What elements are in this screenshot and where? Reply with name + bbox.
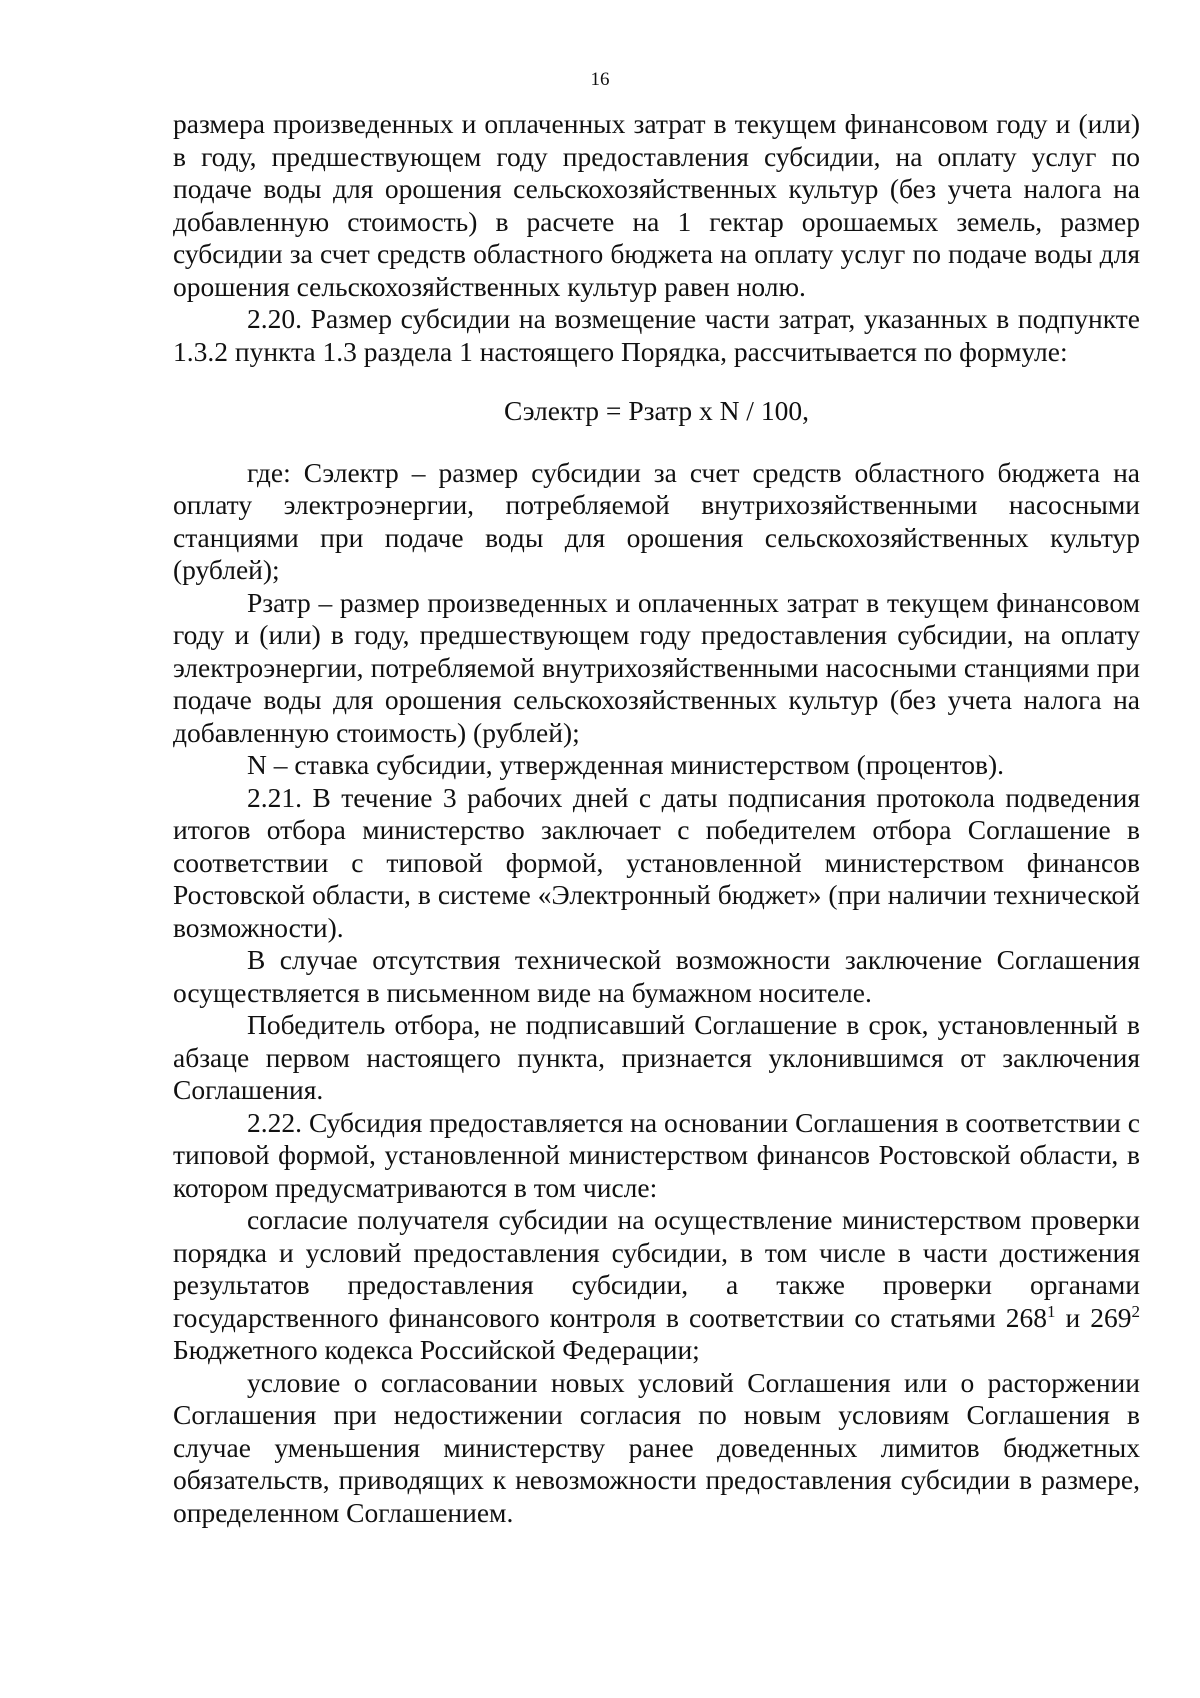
paragraph-2-22: 2.22. Субсидия предоставляется на основании Соглашения в соответствии с типовой формой, установленной министерством финансов Ростовской области, в котором предусматриваются в том числе: bbox=[173, 1106, 1140, 1203]
document-body bbox=[173, 108, 1140, 1529]
paragraph-2-20: 2.20. Размер субсидии на возмещение части затрат, указанных в подпункте 1.3.2 пункта 1.3 раздела 1 настоящего Порядка, рассчитывается по формуле: bbox=[173, 303, 1140, 367]
consent-text-c: Бюджетного кодекса Российской Федерации; bbox=[173, 1334, 700, 1365]
paragraph-continuation: размера произведенных и оплаченных затрат в текущем финансовом году и (или) в году, предшествующем году предоставления субсидии, на оплату услуг по подаче воды для орошения сельскохозяйственных культур (без учета налога на добавленную стоимость) в расчете на 1 гектар орошаемых земель, размер субсидии за счет средств областного бюджета на оплату услуг по подаче воды для орошения сельскохозяйственных культур равен нолю. bbox=[173, 108, 1140, 302]
superscript-1: 1 bbox=[1047, 1301, 1056, 1321]
paragraph-winner-not-signed: Победитель отбора, не подписавший Соглашение в срок, установленный в абзаце первом настоящего пункта, признается уклонившимся от заключения Соглашения. bbox=[173, 1009, 1140, 1105]
consent-text-a: согласие получателя субсидии на осуществление министерством проверки порядка и условий предоставления субсидии, в том числе в части достижения результатов предоставления субсидии, а также проверки органами государственного финансового контроля в соответствии со статьями 268 bbox=[173, 1204, 1140, 1333]
paragraph-2-21: 2.21. В течение 3 рабочих дней с даты подписания протокола подведения итогов отбора министерство заключает с победителем отбора Соглашение в соответствии с типовой формой, установленной министерством финансов Ростовской области, в системе «Электронный бюджет» (при наличии технической возможности). bbox=[173, 781, 1140, 943]
paragraph-formula-definition-n: N – ставка субсидии, утвержденная министерством (процентов). bbox=[247, 749, 1005, 780]
consent-text-b: и 269 bbox=[1055, 1301, 1132, 1333]
paragraph-no-technical-possibility: В случае отсутствия технической возможности заключение Соглашения осуществляется в письменном виде на бумажном носителе. bbox=[173, 944, 1140, 1008]
paragraph-recipient-consent bbox=[173, 1204, 1140, 1367]
paragraph-formula-definition-rzatr: Рзатр – размер произведенных и оплаченных затрат в текущем финансовом году и (или) в году, предшествующем году предоставления субсидии, на оплату электроэнергии, потребляемой внутрихозяйственными насосными станциями при подаче воды для орошения сельскохозяйственных культур (без учета налога на добавленную стоимость) (рублей); bbox=[173, 586, 1140, 748]
paragraph-agreement-conditions: условие о согласовании новых условий Соглашения или о расторжении Соглашения при недостижении согласия по новым условиям Соглашения в случае уменьшения министерству ранее доведенных лимитов бюджетных обязательств, приводящих к невозможности предоставления субсидии в размере, определенном Соглашением. bbox=[173, 1366, 1140, 1528]
formula: Сэлектр = Рзатр x N / 100, bbox=[504, 395, 809, 426]
paragraph-formula-definition-selectr: где: Сэлектр – размер субсидии за счет средств областного бюджета на оплату электроэнергии, потребляемой внутрихозяйственными насосными станциями при подаче воды для орошения сельскохозяйственных культур (рублей); bbox=[173, 456, 1140, 585]
page-number: 16 bbox=[590, 69, 610, 90]
superscript-2: 2 bbox=[1131, 1301, 1140, 1321]
